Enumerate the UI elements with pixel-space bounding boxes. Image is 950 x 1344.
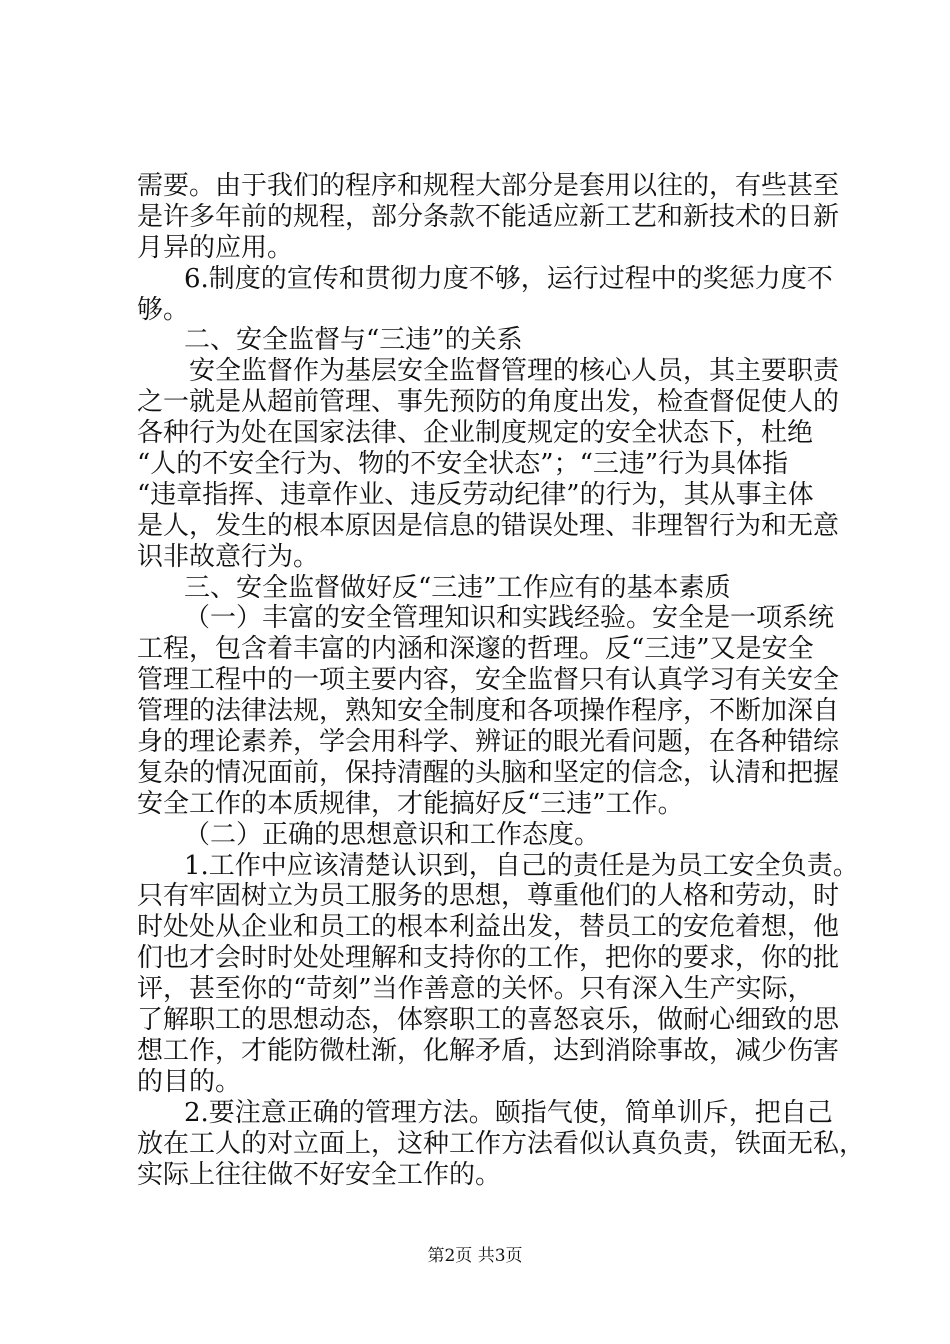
section-heading: （二）正确的思想意识和工作态度。 [184, 819, 601, 850]
text-line: 实际上往往做不好安全工作的。 [137, 1159, 502, 1190]
text-line: 1.工作中应该清楚认识到，自己的责任是为员工安全负责。 [184, 850, 859, 881]
text-line: 放在工人的对立面上，这种工作方法看似认真负责，铁面无私， [137, 1128, 866, 1159]
text-line: 工程，包含着丰富的内涵和深邃的哲理。反“三违”又是安全 [137, 634, 814, 665]
text-line: 2.要注意正确的管理方法。颐指气使，简单训斥，把自己 [184, 1097, 833, 1128]
text-line: 了解职工的思想动态，体察职工的喜怒哀乐，做耐心细致的思 [137, 1005, 840, 1036]
document-body [137, 171, 866, 1190]
text-line: 复杂的情况面前，保持清醒的头脑和坚定的信念，认清和把握 [137, 757, 840, 788]
text-line: （一）丰富的安全管理知识和实践经验。安全是一项系统 [184, 603, 835, 634]
text-line: 管理工程中的一项主要内容，安全监督只有认真学习有关安全 [137, 665, 840, 696]
text-line: 们也才会时时处处理解和支持你的工作，把你的要求，你的批 [137, 943, 840, 974]
page-number-footer: 第2页 共3页 [427, 1246, 523, 1266]
text-line: 月异的应用。 [137, 232, 294, 263]
text-line: “违章指挥、违章作业、违反劳动纪律”的行为，其从事主体 [137, 479, 814, 510]
section-heading: 三、安全监督做好反“三违”工作应有的基本素质 [184, 572, 731, 603]
text-line: 够。 [137, 294, 190, 325]
text-line: 需要。由于我们的程序和规程大部分是套用以往的，有些甚至 [137, 171, 840, 201]
text-line: 时处处从企业和员工的根本利益出发，替员工的安危着想，他 [137, 912, 840, 943]
text-line: 安全工作的本质规律，才能搞好反“三违”工作。 [137, 788, 684, 819]
text-line: 的目的。 [137, 1066, 242, 1097]
text-line: 6.制度的宣传和贯彻力度不够，运行过程中的奖惩力度不 [184, 263, 833, 294]
text-line: 识非故意行为。 [137, 541, 320, 572]
text-line: 身的理论素养，学会用科学、辨证的眼光看问题，在各种错综 [137, 727, 840, 758]
text-line: 是许多年前的规程，部分条款不能适应新工艺和新技术的日新 [137, 201, 840, 232]
text-line: 各种行为处在国家法律、企业制度规定的安全状态下，杜绝 [137, 418, 814, 449]
text-line: 是人，发生的根本原因是信息的错误处理、非理智行为和无意 [137, 510, 840, 541]
text-line: 之一就是从超前管理、事先预防的角度出发，检查督促使人的 [137, 387, 840, 418]
text-line: 评，甚至你的“苛刻”当作善意的关怀。只有深入生产实际， [137, 974, 814, 1005]
text-line: 管理的法律法规，熟知安全制度和各项操作程序，不断加深自 [137, 696, 840, 727]
text-line: 想工作，才能防微杜渐，化解矛盾，达到消除事故，减少伤害 [137, 1035, 840, 1066]
text-line: 安全监督作为基层安全监督管理的核心人员，其主要职责 [189, 356, 840, 387]
section-heading: 二、安全监督与“三违”的关系 [184, 325, 523, 356]
text-line: 只有牢固树立为员工服务的思想，尊重他们的人格和劳动，时 [137, 881, 840, 912]
text-line: “人的不安全行为、物的不安全状态”；“三违”行为具体指 [137, 449, 789, 480]
